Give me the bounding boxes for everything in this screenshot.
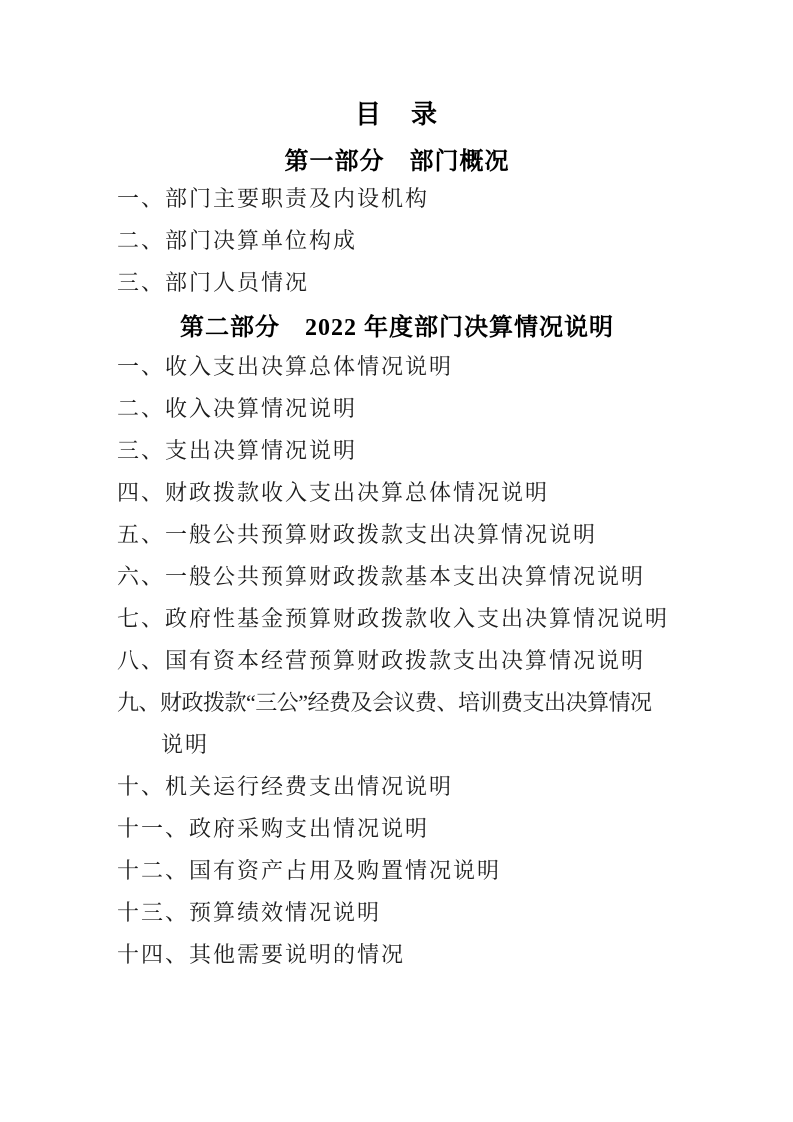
toc-entry: 十、机关运行经费支出情况说明	[117, 774, 454, 799]
toc-entry: 八、国有资本经营预算财政拨款支出决算情况说明	[117, 648, 646, 673]
toc-entry: 十四、其他需要说明的情况	[117, 942, 406, 967]
toc-entry: 十三、预算绩效情况说明	[117, 900, 382, 925]
toc-entry: 一、收入支出决算总体情况说明	[117, 354, 454, 379]
toc-entry: 七、政府性基金预算财政拨款收入支出决算情况说明	[117, 606, 670, 631]
page-title: 目 录	[354, 100, 439, 129]
toc-entry: 一、部门主要职责及内设机构	[117, 186, 430, 211]
part1-entries	[117, 178, 677, 304]
toc-entry: 三、支出决算情况说明	[117, 438, 358, 463]
toc-entry-continuation: 说明	[161, 732, 210, 757]
toc-entry: 三、部门人员情况	[117, 270, 310, 295]
part2-entries	[117, 346, 677, 976]
toc-entry: 五、一般公共预算财政拨款支出决算情况说明	[117, 522, 598, 547]
part2-heading: 第二部分 2022 年度部门决算情况说明	[180, 315, 614, 341]
toc-entry: 二、收入决算情况说明	[117, 396, 358, 421]
toc-entry: 九、财政拨款“三公”经费及会议费、培训费支出决算情况	[117, 690, 652, 715]
toc-entry: 二、部门决算单位构成	[117, 228, 358, 253]
toc-entry: 六、一般公共预算财政拨款基本支出决算情况说明	[117, 564, 646, 589]
toc-entry: 十二、国有资产占用及购置情况说明	[117, 858, 502, 883]
toc-entry: 十一、政府采购支出情况说明	[117, 816, 430, 841]
part1-heading: 第一部分 部门概况	[284, 149, 510, 175]
toc-entry: 四、财政拨款收入支出决算总体情况说明	[117, 480, 550, 505]
